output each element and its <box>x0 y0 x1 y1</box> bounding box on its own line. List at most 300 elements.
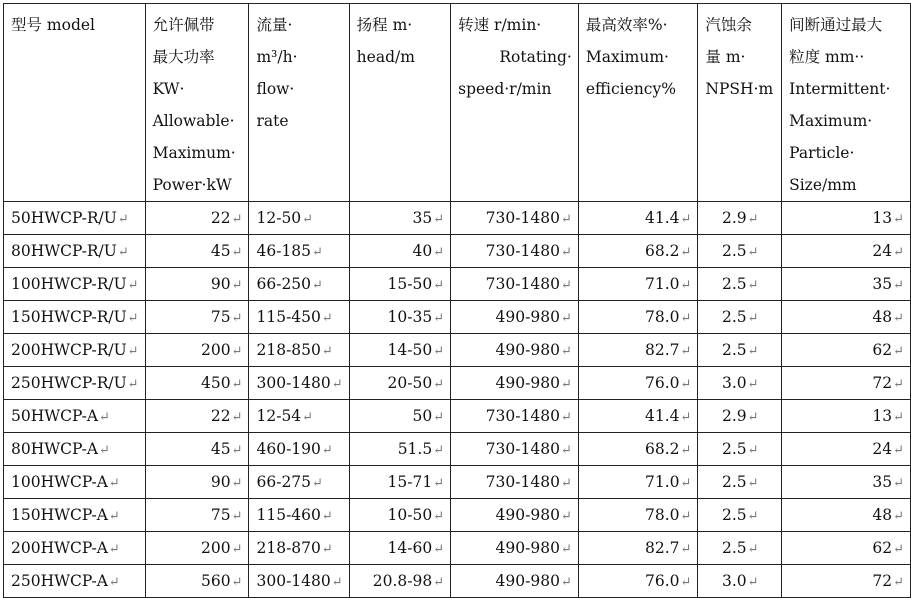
cell-max-power <box>145 268 249 301</box>
paragraph-mark-icon: ↵ <box>108 575 120 590</box>
paragraph-mark-icon: ↵ <box>231 311 243 326</box>
table-row <box>4 334 911 367</box>
table-body <box>4 202 911 598</box>
paragraph-mark-icon: ↵ <box>321 443 333 458</box>
paragraph-mark-icon: ↵ <box>747 278 759 293</box>
cell-efficiency <box>578 334 698 367</box>
paragraph-mark-icon: ↵ <box>321 311 333 326</box>
header-line: 最大功率 <box>152 48 215 66</box>
cell-value: 13 <box>872 209 893 227</box>
cell-value: 66-250 <box>256 275 312 293</box>
table-row <box>4 466 911 499</box>
cell-flow-rate <box>249 268 349 301</box>
paragraph-mark-icon: ↵ <box>321 542 333 557</box>
paragraph-mark-icon: ↵ <box>560 509 572 524</box>
paragraph-mark-icon: ↵ <box>893 344 904 359</box>
paragraph-mark-icon: ↵ <box>231 476 243 491</box>
cell-npsh <box>698 235 782 268</box>
cell-max-power <box>145 301 249 334</box>
cell-particle-size <box>782 532 911 565</box>
paragraph-mark-icon: ↵ <box>433 410 445 425</box>
cell-max-power <box>145 334 249 367</box>
cell-flow-rate <box>249 334 349 367</box>
header-cell-speed <box>451 4 579 202</box>
cell-speed <box>451 466 579 499</box>
cell-efficiency <box>578 367 698 400</box>
paragraph-mark-icon: ↵ <box>680 410 692 425</box>
cell-value: 20.8-98 <box>372 572 433 590</box>
cell-value: 45 <box>210 242 231 260</box>
header-cell-model <box>4 4 146 202</box>
cell-speed <box>451 532 579 565</box>
cell-value: 730-1480 <box>485 407 560 425</box>
cell-value: 15-71 <box>387 473 433 491</box>
header-line: flow· <box>256 80 295 98</box>
paragraph-mark-icon: ↵ <box>231 212 243 227</box>
table-row <box>4 565 911 598</box>
paragraph-mark-icon: ↵ <box>747 212 759 227</box>
paragraph-mark-icon: ↵ <box>680 575 692 590</box>
cell-max-power <box>145 565 249 598</box>
cell-head <box>349 202 450 235</box>
cell-value: 218-850 <box>256 341 321 359</box>
cell-head <box>349 499 450 532</box>
cell-max-power <box>145 400 249 433</box>
cell-particle-size <box>782 400 911 433</box>
paragraph-mark-icon: ↵ <box>747 509 759 524</box>
paragraph-mark-icon: ↵ <box>433 245 445 260</box>
cell-speed <box>451 334 579 367</box>
paragraph-mark-icon: ↵ <box>680 344 692 359</box>
header-line: efficiency% <box>585 80 676 98</box>
paragraph-mark-icon: ↵ <box>680 212 692 227</box>
cell-value: 48 <box>872 506 893 524</box>
cell-value: 35 <box>872 275 893 293</box>
cell-value: 460-190 <box>256 440 321 458</box>
cell-head <box>349 334 450 367</box>
cell-value: 730-1480 <box>485 473 560 491</box>
header-cell-max-power <box>145 4 249 202</box>
paragraph-mark-icon: ↵ <box>231 344 243 359</box>
cell-value: 300-1480 <box>256 572 331 590</box>
cell-model <box>4 268 146 301</box>
cell-flow-rate <box>249 202 349 235</box>
cell-value: 10-50 <box>387 506 433 524</box>
paragraph-mark-icon: ↵ <box>231 443 243 458</box>
paragraph-mark-icon: ↵ <box>680 278 692 293</box>
paragraph-mark-icon: ↵ <box>231 542 243 557</box>
cell-speed <box>451 268 579 301</box>
table-row <box>4 400 911 433</box>
header-line: Particle· <box>789 144 855 162</box>
cell-value: 2.5 <box>721 242 747 260</box>
cell-value: 78.0 <box>644 308 680 326</box>
header-line: 流量· <box>256 16 293 34</box>
cell-max-power <box>145 433 249 466</box>
cell-value: 82.7 <box>644 341 680 359</box>
cell-value: 2.5 <box>721 275 747 293</box>
paragraph-mark-icon: ↵ <box>117 212 129 227</box>
paragraph-mark-icon: ↵ <box>680 509 692 524</box>
cell-speed <box>451 433 579 466</box>
cell-npsh <box>698 367 782 400</box>
paragraph-mark-icon: ↵ <box>747 476 759 491</box>
paragraph-mark-icon: ↵ <box>893 245 904 260</box>
paragraph-mark-icon: ↵ <box>747 542 759 557</box>
paragraph-mark-icon: ↵ <box>893 443 904 458</box>
cell-max-power <box>145 499 249 532</box>
cell-efficiency <box>578 202 698 235</box>
cell-model <box>4 466 146 499</box>
paragraph-mark-icon: ↵ <box>680 377 692 392</box>
cell-value: 560 <box>200 572 231 590</box>
paragraph-mark-icon: ↵ <box>893 212 904 227</box>
cell-value: 115-460 <box>256 506 321 524</box>
table-row <box>4 532 911 565</box>
cell-value: 41.4 <box>644 209 680 227</box>
cell-value: 200 <box>200 539 231 557</box>
paragraph-mark-icon: ↵ <box>99 443 110 458</box>
cell-value: 50 <box>412 407 433 425</box>
cell-value: 730-1480 <box>485 242 560 260</box>
header-line: rate <box>256 112 289 130</box>
paragraph-mark-icon: ↵ <box>231 410 243 425</box>
table-row <box>4 499 911 532</box>
cell-flow-rate <box>249 235 349 268</box>
cell-speed <box>451 565 579 598</box>
cell-efficiency <box>578 400 698 433</box>
header-cell-head <box>349 4 450 202</box>
cell-efficiency <box>578 499 698 532</box>
table-row <box>4 235 911 268</box>
paragraph-mark-icon: ↵ <box>433 575 445 590</box>
cell-value: 10-35 <box>387 308 433 326</box>
cell-value: 75 <box>210 308 231 326</box>
header-cell-efficiency <box>578 4 698 202</box>
cell-value: 490-980 <box>495 308 560 326</box>
paragraph-mark-icon: ↵ <box>560 344 572 359</box>
cell-head <box>349 565 450 598</box>
paragraph-mark-icon: ↵ <box>433 509 445 524</box>
cell-value: 2.5 <box>721 341 747 359</box>
cell-particle-size <box>782 235 911 268</box>
cell-value: 490-980 <box>495 572 560 590</box>
cell-efficiency <box>578 301 698 334</box>
cell-particle-size <box>782 565 911 598</box>
pump-spec-table <box>3 3 911 598</box>
cell-value: 35 <box>412 209 433 227</box>
paragraph-mark-icon: ↵ <box>893 575 904 590</box>
header-line: m³/h· <box>256 48 298 66</box>
header-line: 型号 model <box>11 16 96 34</box>
paragraph-mark-icon: ↵ <box>433 344 445 359</box>
cell-value: 62 <box>872 341 893 359</box>
cell-value: 100HWCP-R/U <box>11 275 127 293</box>
cell-value: 50HWCP-A <box>11 407 99 425</box>
cell-model <box>4 499 146 532</box>
cell-model <box>4 334 146 367</box>
cell-value: 22 <box>210 209 231 227</box>
paragraph-mark-icon: ↵ <box>127 278 139 293</box>
cell-max-power <box>145 235 249 268</box>
table-row <box>4 268 911 301</box>
cell-model <box>4 367 146 400</box>
cell-value: 22 <box>210 407 231 425</box>
cell-head <box>349 367 450 400</box>
cell-particle-size <box>782 499 911 532</box>
cell-value: 2.5 <box>721 440 747 458</box>
cell-value: 51.5 <box>397 440 433 458</box>
cell-npsh <box>698 565 782 598</box>
cell-value: 71.0 <box>644 275 680 293</box>
paragraph-mark-icon: ↵ <box>231 245 243 260</box>
cell-head <box>349 301 450 334</box>
cell-value: 12-54 <box>256 407 302 425</box>
cell-value: 90 <box>210 275 231 293</box>
header-line: 量 m· <box>705 48 746 66</box>
cell-value: 45 <box>210 440 231 458</box>
header-line: 粒度 mm·· <box>789 48 865 66</box>
cell-value: 41.4 <box>644 407 680 425</box>
table-header <box>4 4 911 202</box>
paragraph-mark-icon: ↵ <box>127 311 139 326</box>
paragraph-mark-icon: ↵ <box>312 476 323 491</box>
cell-model <box>4 532 146 565</box>
cell-flow-rate <box>249 433 349 466</box>
cell-value: 72 <box>872 374 893 392</box>
cell-value: 218-870 <box>256 539 321 557</box>
paragraph-mark-icon: ↵ <box>560 575 572 590</box>
paragraph-mark-icon: ↵ <box>680 542 692 557</box>
paragraph-mark-icon: ↵ <box>231 278 243 293</box>
header-line: head/m <box>356 48 415 66</box>
cell-value: 71.0 <box>644 473 680 491</box>
header-cell-flow-rate <box>249 4 349 202</box>
header-line: Maximum· <box>585 48 669 66</box>
cell-model <box>4 235 146 268</box>
cell-value: 3.0 <box>721 572 747 590</box>
cell-speed <box>451 301 579 334</box>
cell-value: 72 <box>872 572 893 590</box>
cell-value: 3.0 <box>721 374 747 392</box>
cell-value: 730-1480 <box>485 440 560 458</box>
cell-value: 490-980 <box>495 341 560 359</box>
paragraph-mark-icon: ↵ <box>893 278 904 293</box>
cell-flow-rate <box>249 565 349 598</box>
cell-max-power <box>145 466 249 499</box>
cell-value: 200 <box>200 341 231 359</box>
cell-head <box>349 268 450 301</box>
cell-value: 2.5 <box>721 539 747 557</box>
cell-value: 62 <box>872 539 893 557</box>
header-line: Maximum· <box>789 112 873 130</box>
paragraph-mark-icon: ↵ <box>321 344 333 359</box>
cell-value: 2.9 <box>721 209 747 227</box>
cell-flow-rate <box>249 301 349 334</box>
cell-value: 2.9 <box>721 407 747 425</box>
cell-efficiency <box>578 532 698 565</box>
cell-flow-rate <box>249 532 349 565</box>
paragraph-mark-icon: ↵ <box>108 476 120 491</box>
cell-particle-size <box>782 202 911 235</box>
paragraph-mark-icon: ↵ <box>560 278 572 293</box>
cell-value: 40 <box>412 242 433 260</box>
cell-flow-rate <box>249 400 349 433</box>
table-row <box>4 301 911 334</box>
paragraph-mark-icon: ↵ <box>560 245 572 260</box>
cell-speed <box>451 235 579 268</box>
cell-value: 50HWCP-R/U <box>11 209 117 227</box>
cell-speed <box>451 499 579 532</box>
paragraph-mark-icon: ↵ <box>117 245 129 260</box>
paragraph-mark-icon: ↵ <box>433 278 445 293</box>
paragraph-mark-icon: ↵ <box>108 542 120 557</box>
cell-value: 2.5 <box>721 506 747 524</box>
cell-npsh <box>698 202 782 235</box>
header-line: Size/mm <box>789 176 857 194</box>
cell-value: 80HWCP-A <box>11 440 99 458</box>
cell-value: 200HWCP-R/U <box>11 341 127 359</box>
paragraph-mark-icon: ↵ <box>127 377 139 392</box>
paragraph-mark-icon: ↵ <box>433 476 445 491</box>
cell-model <box>4 565 146 598</box>
header-line: 最高效率%· <box>585 16 668 34</box>
cell-npsh <box>698 268 782 301</box>
cell-value: 48 <box>872 308 893 326</box>
paragraph-mark-icon: ↵ <box>747 575 759 590</box>
header-line: NPSH·m <box>705 80 774 98</box>
header-line: 允许佩带 <box>152 16 215 34</box>
paragraph-mark-icon: ↵ <box>680 476 692 491</box>
cell-efficiency <box>578 235 698 268</box>
cell-npsh <box>698 532 782 565</box>
cell-value: 13 <box>872 407 893 425</box>
paragraph-mark-icon: ↵ <box>747 377 759 392</box>
cell-particle-size <box>782 466 911 499</box>
paragraph-mark-icon: ↵ <box>747 344 759 359</box>
cell-value: 66-275 <box>256 473 312 491</box>
paragraph-mark-icon: ↵ <box>231 575 243 590</box>
cell-head <box>349 532 450 565</box>
cell-value: 490-980 <box>495 374 560 392</box>
cell-particle-size <box>782 301 911 334</box>
cell-value: 68.2 <box>644 242 680 260</box>
cell-model <box>4 433 146 466</box>
cell-flow-rate <box>249 367 349 400</box>
cell-value: 82.7 <box>644 539 680 557</box>
paragraph-mark-icon: ↵ <box>680 443 692 458</box>
cell-head <box>349 433 450 466</box>
cell-value: 250HWCP-A <box>11 572 108 590</box>
cell-particle-size <box>782 433 911 466</box>
cell-max-power <box>145 202 249 235</box>
paragraph-mark-icon: ↵ <box>231 377 243 392</box>
cell-model <box>4 400 146 433</box>
cell-value: 14-60 <box>387 539 433 557</box>
cell-efficiency <box>578 433 698 466</box>
paragraph-mark-icon: ↵ <box>433 443 445 458</box>
cell-value: 78.0 <box>644 506 680 524</box>
cell-value: 150HWCP-A <box>11 506 108 524</box>
paragraph-mark-icon: ↵ <box>127 344 139 359</box>
cell-flow-rate <box>249 466 349 499</box>
cell-speed <box>451 367 579 400</box>
paragraph-mark-icon: ↵ <box>321 509 333 524</box>
cell-value: 90 <box>210 473 231 491</box>
table-row <box>4 202 911 235</box>
cell-value: 450 <box>200 374 231 392</box>
cell-npsh <box>698 433 782 466</box>
cell-efficiency <box>578 565 698 598</box>
cell-value: 14-50 <box>387 341 433 359</box>
table-row <box>4 367 911 400</box>
cell-max-power <box>145 367 249 400</box>
cell-value: 12-50 <box>256 209 302 227</box>
cell-value: 490-980 <box>495 506 560 524</box>
cell-value: 2.5 <box>721 473 747 491</box>
paragraph-mark-icon: ↵ <box>893 311 904 326</box>
cell-model <box>4 202 146 235</box>
paragraph-mark-icon: ↵ <box>747 410 759 425</box>
cell-value: 250HWCP-R/U <box>11 374 127 392</box>
cell-model <box>4 301 146 334</box>
cell-head <box>349 466 450 499</box>
cell-npsh <box>698 334 782 367</box>
cell-flow-rate <box>249 499 349 532</box>
cell-speed <box>451 202 579 235</box>
paragraph-mark-icon: ↵ <box>433 377 445 392</box>
cell-value: 75 <box>210 506 231 524</box>
paragraph-mark-icon: ↵ <box>560 443 572 458</box>
cell-value: 80HWCP-R/U <box>11 242 117 260</box>
header-line: 汽蚀余 <box>705 16 752 34</box>
cell-particle-size <box>782 334 911 367</box>
header-cell-particle-size <box>782 4 911 202</box>
paragraph-mark-icon: ↵ <box>747 311 759 326</box>
cell-head <box>349 400 450 433</box>
paragraph-mark-icon: ↵ <box>433 311 445 326</box>
cell-value: 115-450 <box>256 308 321 326</box>
paragraph-mark-icon: ↵ <box>747 443 759 458</box>
header-line: Power·kW <box>152 176 232 194</box>
cell-particle-size <box>782 367 911 400</box>
paragraph-mark-icon: ↵ <box>560 476 572 491</box>
cell-value: 68.2 <box>644 440 680 458</box>
cell-value: 35 <box>872 473 893 491</box>
header-line: 转速 r/min· <box>458 16 542 34</box>
paragraph-mark-icon: ↵ <box>108 509 120 524</box>
cell-value: 150HWCP-R/U <box>11 308 127 326</box>
cell-value: 15-50 <box>387 275 433 293</box>
header-line: KW· <box>152 80 185 98</box>
cell-value: 100HWCP-A <box>11 473 108 491</box>
cell-value: 46-185 <box>256 242 312 260</box>
paragraph-mark-icon: ↵ <box>893 542 904 557</box>
cell-value: 24 <box>872 242 893 260</box>
paragraph-mark-icon: ↵ <box>331 575 343 590</box>
header-line: 间断通过最大 <box>789 16 883 34</box>
cell-value: 490-980 <box>495 539 560 557</box>
header-line: Allowable· <box>152 112 235 130</box>
paragraph-mark-icon: ↵ <box>302 212 314 227</box>
cell-efficiency <box>578 268 698 301</box>
cell-efficiency <box>578 466 698 499</box>
paragraph-mark-icon: ↵ <box>680 311 692 326</box>
cell-npsh <box>698 499 782 532</box>
paragraph-mark-icon: ↵ <box>747 245 759 260</box>
cell-max-power <box>145 532 249 565</box>
paragraph-mark-icon: ↵ <box>893 410 904 425</box>
